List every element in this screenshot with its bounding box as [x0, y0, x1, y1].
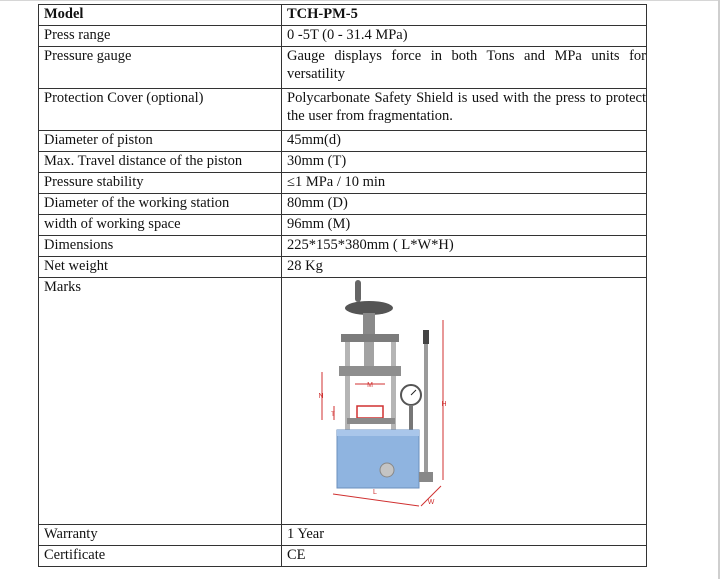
row-value: Polycarbonate Safety Shield is used with the press to protect the user from fragmentation.	[282, 89, 647, 131]
row-value: 0 -5T (0 - 31.4 MPa)	[282, 26, 647, 47]
row-value: Gauge displays force in both Tons and MPa units for versatility	[282, 47, 647, 89]
row-label: width of working space	[39, 215, 282, 236]
table-row-marks	[39, 278, 647, 525]
row-value: 80mm (D)	[282, 194, 647, 215]
upper-ram	[364, 342, 374, 366]
row-value: 45mm(d)	[282, 131, 647, 152]
dim-l-label: L	[373, 489, 377, 496]
table-row	[39, 525, 647, 546]
mold-icon	[357, 406, 383, 418]
row-label: Diameter of the working station	[39, 194, 282, 215]
row-label: Max. Travel distance of the piston	[39, 152, 282, 173]
marks-image-cell	[282, 278, 647, 525]
middle-plate	[339, 366, 401, 376]
row-value: 30mm (T)	[282, 152, 647, 173]
row-value: 96mm (M)	[282, 215, 647, 236]
handwheel-icon	[345, 301, 393, 315]
top-plate	[341, 334, 399, 342]
column-right	[391, 342, 396, 440]
column-left	[345, 342, 350, 440]
row-label: Diameter of piston	[39, 131, 282, 152]
model-label: Model	[39, 5, 282, 26]
table-row	[39, 257, 647, 278]
pump-lever	[424, 344, 428, 478]
table-row	[39, 173, 647, 194]
dim-w-label: W	[427, 499, 435, 506]
row-value: 28 Kg	[282, 257, 647, 278]
dim-t-label: T	[331, 412, 335, 418]
lever-grip-icon	[423, 330, 429, 344]
row-value: 1 Year	[282, 525, 647, 546]
dim-n-label: N	[318, 393, 324, 400]
row-value: CE	[282, 546, 647, 567]
press-image-wrap	[287, 278, 646, 524]
row-value: 225*155*380mm ( L*W*H)	[282, 236, 647, 257]
table-row	[39, 194, 647, 215]
row-label: Pressure gauge	[39, 47, 282, 89]
table-row	[39, 26, 647, 47]
hydraulic-press-image	[307, 280, 477, 518]
row-label: Pressure stability	[39, 173, 282, 194]
dim-m-label: M	[367, 382, 373, 389]
table-row	[39, 89, 647, 131]
base-top-face	[337, 430, 419, 436]
gauge-stem	[409, 405, 413, 431]
lower-plate	[347, 418, 395, 424]
table-row	[39, 215, 647, 236]
table-row	[39, 236, 647, 257]
table-row	[39, 546, 647, 567]
row-label: Marks	[39, 278, 282, 525]
top-border-line	[0, 0, 720, 1]
top-handle-icon	[355, 280, 361, 302]
row-label: Net weight	[39, 257, 282, 278]
model-value: TCH-PM-5	[282, 5, 647, 26]
table-row	[39, 152, 647, 173]
table-header-row	[39, 5, 647, 26]
dim-h-label: H	[441, 401, 447, 408]
row-label: Certificate	[39, 546, 282, 567]
spec-table	[38, 4, 647, 567]
row-label: Protection Cover (optional)	[39, 89, 282, 131]
screw-shaft	[363, 313, 375, 335]
table-row	[39, 47, 647, 89]
row-label: Dimensions	[39, 236, 282, 257]
row-value: ≤1 MPa / 10 min	[282, 173, 647, 194]
row-label: Warranty	[39, 525, 282, 546]
press-base	[337, 430, 419, 488]
row-label: Press range	[39, 26, 282, 47]
lever-pivot	[419, 472, 433, 482]
release-valve-icon	[380, 463, 394, 477]
table-row	[39, 131, 647, 152]
